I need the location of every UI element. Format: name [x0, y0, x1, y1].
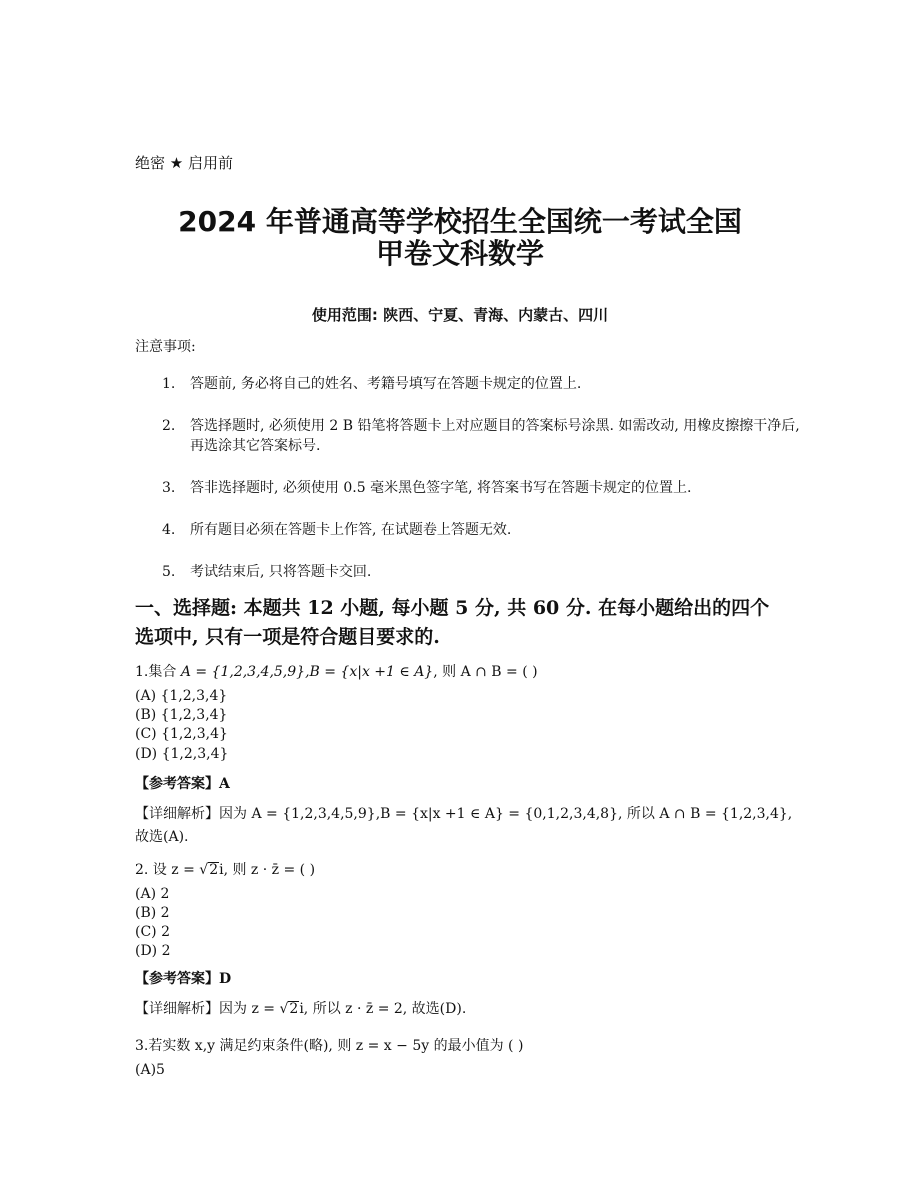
notice-item-number: 5.: [162, 564, 176, 580]
question-2-prefix: 2. 设 z =: [135, 862, 200, 878]
question-2-radicand: 2: [209, 862, 219, 878]
section-heading: 一、选择题: 本题共 12 小题, 每小题 5 分, 共 60 分. 在每小题给出的四个选项中, 只有一项是符合题目要求的.: [135, 597, 770, 648]
notice-item: [162, 374, 802, 394]
question-1-analysis-line2: 故选(A).: [135, 829, 189, 845]
question-2-analysis-prefix: 【详细解析】因为 z =: [135, 1001, 280, 1017]
notice-item-text: 所有题目必须在答题卡上作答, 在试题卷上答题无效.: [190, 522, 512, 538]
notice-item: [162, 478, 802, 498]
question-2-option-c: (C) 2: [135, 924, 170, 940]
notice-item-number: 3.: [162, 480, 176, 496]
question-2-analysis-suffix: i, 所以 z · z̄ = 2, 故选(D).: [299, 1001, 467, 1017]
notice-item-text: 答题前, 务必将自己的姓名、考籍号填写在答题卡规定的位置上.: [190, 376, 582, 392]
exam-title-line1: 2024 年普通高等学校招生全国统一考试全国: [178, 205, 742, 238]
notice-item-number: 1.: [162, 376, 176, 392]
question-2-analysis-radicand: 2: [289, 1001, 299, 1017]
exam-title-line2: 甲卷文科数学: [375, 237, 544, 270]
question-2-option-b: (B) 2: [135, 905, 170, 921]
usage-scope: 使用范围: 陕西、宁夏、青海、内蒙古、四川: [311, 306, 609, 324]
sqrt-sign: √: [199, 862, 209, 878]
question-2-option-d: (D) 2: [135, 943, 171, 959]
question-3-option-a: (A)5: [135, 1062, 165, 1078]
question-2-analysis: [135, 1000, 466, 1018]
question-2-option-a: (A) 2: [135, 886, 170, 902]
question-1-math: A = {1,2,3,4,5,9},B = {x|x +1 ∈ A}: [180, 664, 434, 680]
notice-item-text: 答非选择题时, 必须使用 0.5 毫米黑色签字笔, 将答案书写在答题卡规定的位置上.: [190, 480, 692, 496]
notice-item: [162, 520, 802, 540]
question-1-prefix: 1.集合: [135, 664, 181, 680]
notice-heading: 注意事项:: [135, 339, 196, 355]
notice-item-text: 考试结束后, 只将答题卡交回.: [190, 564, 372, 580]
question-1-answer: 【参考答案】A: [135, 776, 230, 792]
notice-item-number: 4.: [162, 522, 176, 538]
question-1-option-d: (D) {1,2,3,4}: [135, 746, 229, 762]
notice-item-text: 答选择题时, 必须使用 2 B 铅笔将答题卡上对应题目的答案标号涂黑. 如需改动, 用橡皮擦擦干净后, 再选涂其它答案标号.: [190, 418, 800, 454]
question-1-analysis-line1: 【详细解析】因为 A = {1,2,3,4,5,9},B = {x|x +1 ∈ A} = {0,1,2,3,4,8}, 所以 A ∩ B = {1,2,3,4},: [135, 806, 793, 822]
question-2-suffix: i, 则 z · z̄ = ( ): [219, 862, 316, 878]
question-3-stem: 3.若实数 x,y 满足约束条件(略), 则 z = x − 5y 的最小值为 ( ): [135, 1038, 524, 1054]
notice-item-number: 2.: [162, 418, 176, 434]
secret-label: 绝密 ★ 启用前: [135, 154, 233, 172]
notice-item: [162, 416, 802, 456]
question-1-option-c: (C) {1,2,3,4}: [135, 726, 228, 742]
question-2-answer: 【参考答案】D: [135, 971, 232, 987]
question-1-option-a: (A) {1,2,3,4}: [135, 688, 228, 704]
notice-list: [162, 374, 802, 582]
question-1-suffix: , 则 A ∩ B = ( ): [433, 664, 538, 680]
notice-item: [162, 562, 802, 582]
sqrt-sign: √: [279, 1001, 289, 1017]
question-1-stem: [135, 663, 538, 681]
question-2-stem: [135, 861, 315, 879]
question-1-option-b: (B) {1,2,3,4}: [135, 707, 228, 723]
